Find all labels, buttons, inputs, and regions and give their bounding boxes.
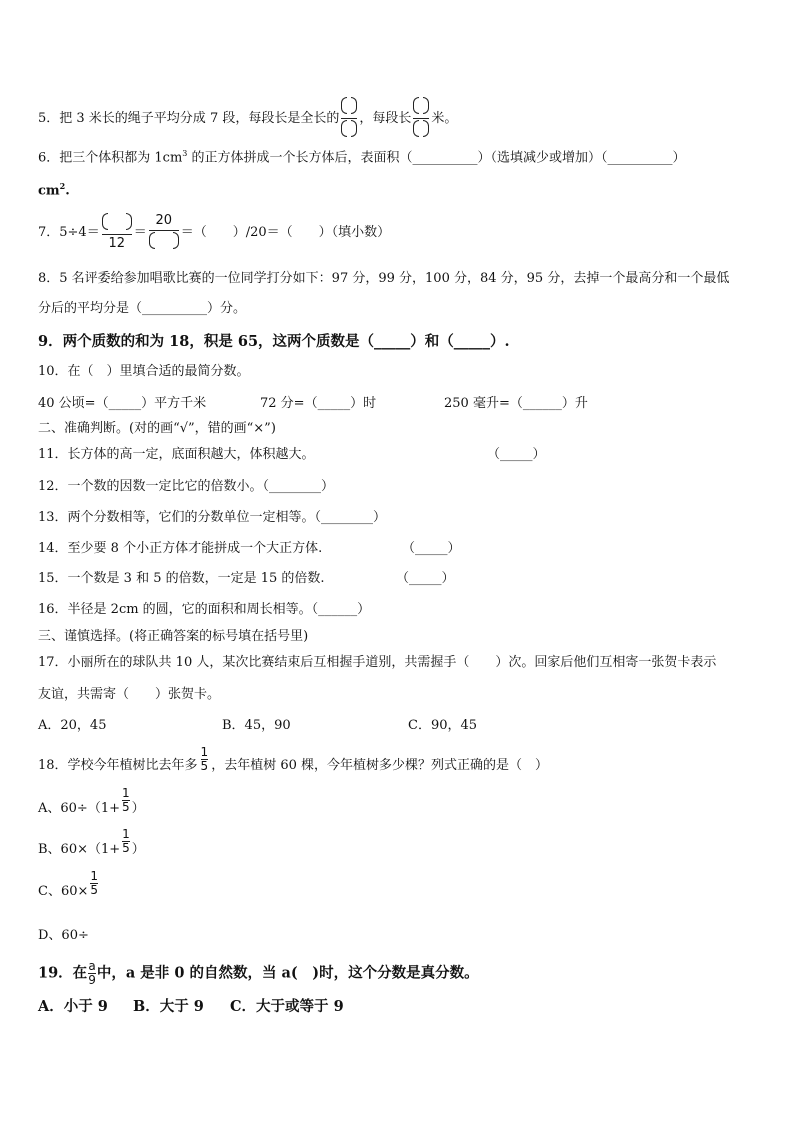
q6-sup: 3 — [182, 149, 188, 158]
q19-num: a — [88, 959, 96, 973]
q17-option-a: A．20，45 — [38, 718, 107, 733]
question-8-line-1: 8．5 名评委给参加唱歌比赛的一位同学打分如下：97 分，99 分，100 分，84 分，95 分，去掉一个最高分和一个最低 — [38, 271, 730, 286]
q18-option-d: D、60÷ — [38, 928, 89, 943]
q6-unit: cm — [38, 183, 60, 199]
q18-num: 1 — [200, 745, 209, 759]
q18-text: 18．学校今年植树比去年多 — [38, 758, 198, 773]
q19-den: 9 — [88, 973, 96, 987]
q19-option-a: A．小于 9 — [38, 998, 108, 1015]
fraction-blank — [149, 213, 179, 252]
q18-num: 1 — [90, 869, 99, 883]
question-9: 9．两个质数的和为 18，积是 65，这两个质数是（_____）和（_____）. — [38, 333, 510, 350]
question-14-blank: （_____） — [402, 541, 461, 556]
question-15-blank: （_____） — [396, 571, 455, 586]
q7-num: 20 — [155, 213, 172, 228]
q6-unit-sup: 2 — [59, 181, 66, 191]
q18-a-text: A、60÷（1+ — [38, 801, 120, 816]
q7-text: 7．5÷4＝ — [38, 225, 100, 240]
fraction-blank — [413, 97, 429, 140]
q18-c-text: C、60× — [38, 884, 89, 899]
q18-close: ） — [131, 801, 145, 816]
question-8-line-2: 分后的平均分是（__________）分。 — [38, 301, 247, 316]
q18-den: 5 — [122, 800, 130, 814]
question-17-line-2: 友谊，共需寄（ ）张贺卡。 — [38, 687, 221, 702]
q5-text-2: ，每段长 — [359, 111, 412, 126]
question-15: 15．一个数是 3 和 5 的倍数，一定是 15 的倍数. — [38, 571, 325, 586]
q18-close: ） — [131, 842, 145, 857]
q7-text-2: ＝（ ）/20＝（ ）（填小数） — [180, 225, 391, 240]
q5-text-3: 米。 — [431, 111, 458, 126]
q19-text: 19．在 — [38, 964, 88, 982]
q18-num: 1 — [122, 827, 130, 841]
q19-option-b: B．大于 9 — [133, 998, 204, 1015]
question-11: 11．长方体的高一定，底面积越大，体积越大。 — [38, 447, 315, 462]
q17-option-c: C．90，45 — [408, 718, 478, 733]
fraction-one-fifth — [122, 787, 130, 814]
q18-option-c — [38, 869, 100, 905]
question-10-item-3: 250 毫升=（______）升 — [444, 396, 588, 411]
q19-option-c: C．大于或等于 9 — [230, 998, 344, 1015]
fraction-one-fifth — [122, 828, 130, 855]
q5-text: 5．把 3 米长的绳子平均分成 7 段，每段长是全长的 — [38, 111, 340, 126]
question-12: 12．一个数的因数一定比它的倍数小。（________） — [38, 479, 335, 494]
question-10: 10．在（ ）里填合适的最简分数。 — [38, 364, 250, 379]
fraction-one-fifth — [201, 746, 209, 773]
q18-den: 5 — [90, 883, 99, 897]
question-10-item-2: 72 分=（_____）时 — [260, 396, 377, 411]
question-18 — [38, 745, 548, 779]
q7-den: 12 — [108, 236, 125, 251]
question-6-unit — [38, 177, 70, 200]
question-6 — [38, 145, 686, 167]
question-19 — [38, 960, 479, 987]
q18-num: 1 — [122, 786, 130, 800]
question-17-line-1: 17．小丽所在的球队共 10 人，某次比赛结束后互相握手道别，共需握手（ ）次。回家后他们互相寄一张贺卡表示 — [38, 655, 717, 670]
q6-period: . — [65, 183, 70, 199]
section-2-heading: 二、准确判断。(对的画“√”，错的画“×”) — [38, 421, 276, 436]
q18-den: 5 — [200, 759, 209, 773]
fraction-blank — [341, 97, 357, 140]
section-3-heading: 三、谨慎选择。(将正确答案的标号填在括号里) — [38, 629, 309, 644]
fraction-a-over-9 — [88, 960, 96, 987]
q18-option-b — [38, 827, 145, 863]
q7-eq: ＝ — [133, 225, 147, 240]
fraction-blank — [102, 213, 132, 252]
q6-text-2: 的正方体拼成一个长方体后，表面积（__________）（选填减少或增加）（__________） — [187, 150, 686, 166]
question-5 — [38, 97, 457, 140]
q6-text: 6．把三个体积都为 1cm — [38, 150, 183, 166]
q18-den: 5 — [122, 841, 130, 855]
question-13: 13．两个分数相等，它们的分数单位一定相等。（________） — [38, 510, 387, 525]
q17-option-b: B．45，90 — [222, 718, 291, 733]
question-7 — [38, 213, 390, 252]
question-11-blank: （_____） — [487, 447, 546, 462]
q18-option-a — [38, 786, 145, 822]
question-10-item-1: 40 公顷=（_____）平方千米 — [38, 396, 207, 411]
question-14: 14．至少要 8 个小正方体才能拼成一个大正方体. — [38, 541, 323, 556]
q18-text-2: ，去年植树 60 棵，今年植树多少棵？列式正确的是（ ） — [211, 758, 548, 773]
q19-text-2: 中，a 是非 0 的自然数，当 a( )时，这个分数是真分数。 — [96, 964, 479, 982]
q18-b-text: B、60×（1+ — [38, 842, 121, 857]
question-16: 16．半径是 2cm 的圆，它的面积和周长相等。（______） — [38, 602, 371, 617]
fraction-one-fifth — [90, 870, 98, 897]
